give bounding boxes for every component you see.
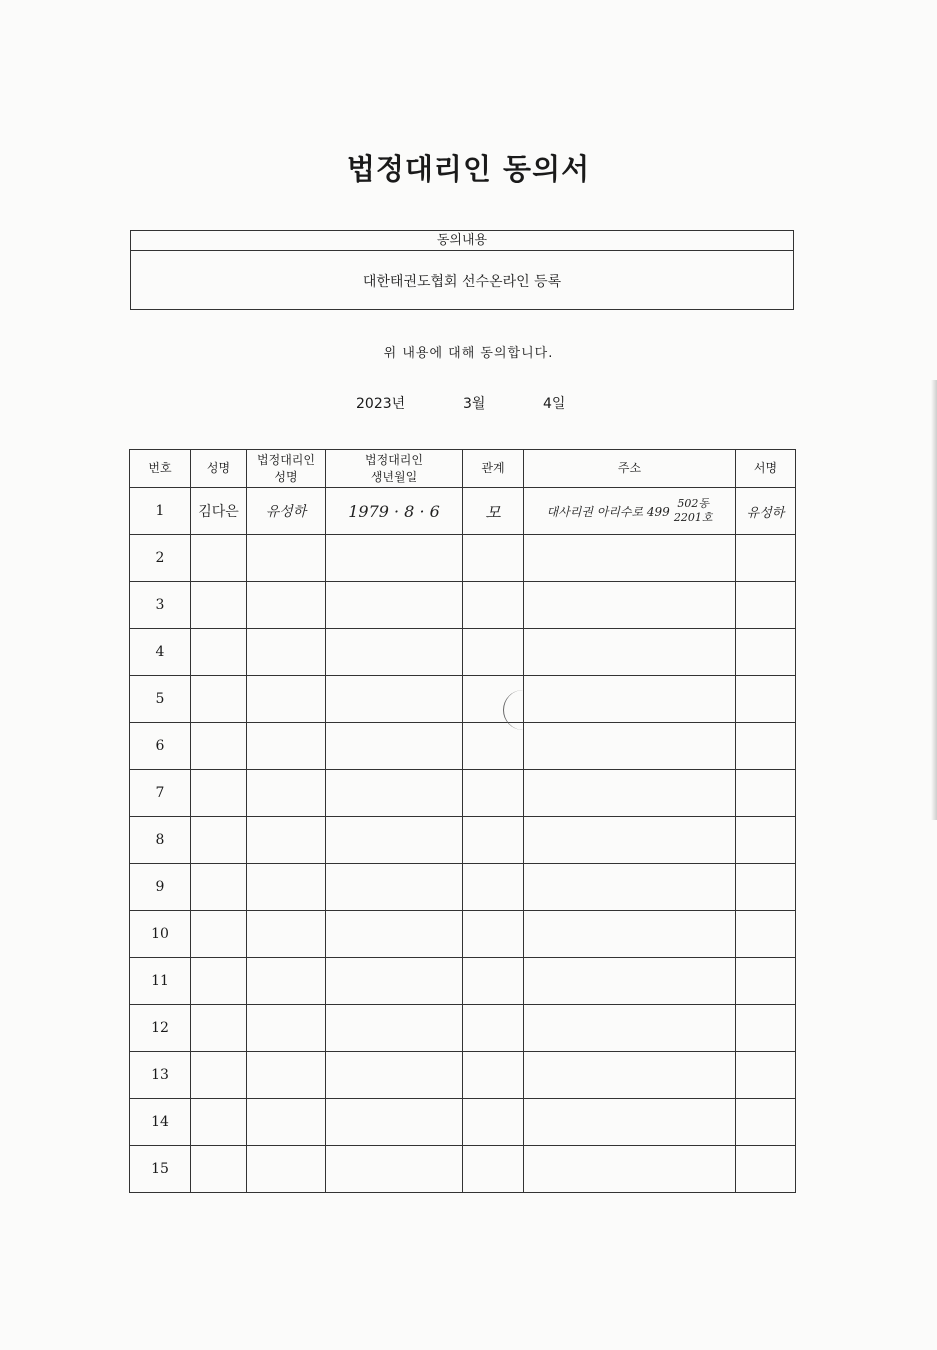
empty-cell bbox=[191, 864, 247, 911]
empty-cell bbox=[247, 723, 326, 770]
consent-header: 동의내용 bbox=[131, 231, 793, 251]
address-main: 대사리권 아리수로 499 bbox=[546, 504, 670, 519]
table-row bbox=[130, 1052, 796, 1099]
empty-cell bbox=[247, 1099, 326, 1146]
empty-cell bbox=[191, 629, 247, 676]
empty-cell bbox=[736, 864, 796, 911]
empty-cell bbox=[736, 817, 796, 864]
header-address: 주소 bbox=[524, 450, 736, 488]
empty-cell bbox=[524, 582, 736, 629]
row-number: 2 bbox=[130, 535, 191, 582]
empty-cell bbox=[524, 1099, 736, 1146]
row-number: 8 bbox=[130, 817, 191, 864]
empty-cell bbox=[736, 629, 796, 676]
empty-cell bbox=[524, 629, 736, 676]
empty-cell bbox=[191, 911, 247, 958]
header-number: 번호 bbox=[130, 450, 191, 488]
empty-cell bbox=[736, 1146, 796, 1193]
empty-cell bbox=[326, 770, 463, 817]
table-row bbox=[130, 723, 796, 770]
student-name: 김다은 bbox=[191, 488, 247, 535]
empty-cell bbox=[191, 1052, 247, 1099]
page-edge-shadow bbox=[931, 380, 937, 820]
table-row bbox=[130, 1146, 796, 1193]
empty-cell bbox=[736, 1005, 796, 1052]
empty-cell bbox=[326, 535, 463, 582]
address-wrap bbox=[524, 497, 735, 525]
table-row bbox=[130, 817, 796, 864]
empty-cell bbox=[326, 1146, 463, 1193]
empty-cell bbox=[463, 911, 524, 958]
header-guardian-birth-line1: 법정대리인 bbox=[365, 452, 423, 467]
empty-cell bbox=[463, 817, 524, 864]
agree-statement: 위 내용에 대해 동의합니다. bbox=[383, 346, 554, 361]
address-unit-room: 2201호 bbox=[673, 511, 713, 524]
empty-cell bbox=[463, 723, 524, 770]
empty-cell bbox=[463, 535, 524, 582]
empty-cell bbox=[191, 1005, 247, 1052]
guardian-birthdate: 1979 · 8 · 6 bbox=[326, 488, 463, 535]
guardian-relation: 모 bbox=[463, 488, 524, 535]
empty-cell bbox=[191, 770, 247, 817]
row-number: 10 bbox=[130, 911, 191, 958]
document-title: 법정대리인 동의서 bbox=[346, 152, 591, 186]
empty-cell bbox=[736, 911, 796, 958]
empty-cell bbox=[247, 1005, 326, 1052]
empty-cell bbox=[247, 582, 326, 629]
empty-cell bbox=[191, 676, 247, 723]
empty-cell bbox=[326, 676, 463, 723]
empty-cell bbox=[463, 770, 524, 817]
date-month: 3월 bbox=[463, 396, 486, 412]
row-number: 15 bbox=[130, 1146, 191, 1193]
consent-box bbox=[130, 230, 794, 310]
empty-cell bbox=[524, 911, 736, 958]
empty-cell bbox=[247, 629, 326, 676]
table-row bbox=[130, 770, 796, 817]
empty-cell bbox=[247, 958, 326, 1005]
table-row bbox=[130, 1005, 796, 1052]
empty-cell bbox=[191, 958, 247, 1005]
row-number: 11 bbox=[130, 958, 191, 1005]
empty-cell bbox=[736, 770, 796, 817]
row-number: 14 bbox=[130, 1099, 191, 1146]
empty-cell bbox=[326, 864, 463, 911]
row-number: 1 bbox=[130, 488, 191, 535]
empty-cell bbox=[191, 535, 247, 582]
empty-cell bbox=[463, 582, 524, 629]
empty-cell bbox=[247, 864, 326, 911]
empty-cell bbox=[463, 1052, 524, 1099]
empty-cell bbox=[191, 817, 247, 864]
header-guardian-name-line2: 성명 bbox=[274, 469, 298, 484]
empty-cell bbox=[326, 582, 463, 629]
empty-cell bbox=[326, 1005, 463, 1052]
empty-cell bbox=[326, 817, 463, 864]
empty-cell bbox=[191, 582, 247, 629]
header-relation: 관계 bbox=[463, 450, 524, 488]
table-row bbox=[130, 911, 796, 958]
header-guardian-birth bbox=[326, 450, 463, 488]
empty-cell bbox=[247, 535, 326, 582]
empty-cell bbox=[247, 770, 326, 817]
table-header-row bbox=[130, 450, 796, 488]
empty-cell bbox=[191, 1146, 247, 1193]
empty-cell bbox=[247, 911, 326, 958]
empty-cell bbox=[463, 629, 524, 676]
empty-cell bbox=[524, 723, 736, 770]
empty-cell bbox=[524, 1146, 736, 1193]
empty-cell bbox=[524, 817, 736, 864]
empty-cell bbox=[247, 676, 326, 723]
guardian-signature: 유성하 bbox=[736, 488, 796, 535]
empty-cell bbox=[524, 676, 736, 723]
row-number: 4 bbox=[130, 629, 191, 676]
empty-cell bbox=[736, 958, 796, 1005]
guardian-table bbox=[129, 449, 796, 1193]
empty-cell bbox=[736, 1052, 796, 1099]
empty-cell bbox=[524, 864, 736, 911]
table-row bbox=[130, 488, 796, 535]
empty-cell bbox=[524, 1052, 736, 1099]
empty-cell bbox=[191, 1099, 247, 1146]
empty-cell bbox=[326, 911, 463, 958]
empty-cell bbox=[326, 1099, 463, 1146]
empty-cell bbox=[463, 1146, 524, 1193]
table-row bbox=[130, 958, 796, 1005]
row-number: 3 bbox=[130, 582, 191, 629]
header-name: 성명 bbox=[191, 450, 247, 488]
empty-cell bbox=[524, 535, 736, 582]
date-year: 2023년 bbox=[356, 396, 406, 412]
table-row bbox=[130, 864, 796, 911]
consent-content: 대한태권도협회 선수온라인 등록 bbox=[362, 274, 562, 290]
address-unit bbox=[674, 497, 713, 525]
table-row bbox=[130, 676, 796, 723]
empty-cell bbox=[247, 817, 326, 864]
empty-cell bbox=[191, 723, 247, 770]
header-signature: 서명 bbox=[736, 450, 796, 488]
row-number: 5 bbox=[130, 676, 191, 723]
table-row bbox=[130, 582, 796, 629]
empty-cell bbox=[736, 676, 796, 723]
empty-cell bbox=[736, 535, 796, 582]
guardian-address bbox=[524, 488, 736, 535]
empty-cell bbox=[524, 1005, 736, 1052]
empty-cell bbox=[736, 723, 796, 770]
guardian-name: 유성하 bbox=[247, 488, 326, 535]
row-number: 7 bbox=[130, 770, 191, 817]
empty-cell bbox=[326, 629, 463, 676]
row-number: 9 bbox=[130, 864, 191, 911]
header-guardian-name bbox=[247, 450, 326, 488]
header-guardian-name-line1: 법정대리인 bbox=[257, 452, 315, 467]
empty-cell bbox=[463, 958, 524, 1005]
header-guardian-birth-line2: 생년월일 bbox=[370, 469, 418, 484]
table-row bbox=[130, 1099, 796, 1146]
row-number: 12 bbox=[130, 1005, 191, 1052]
table-row bbox=[130, 629, 796, 676]
empty-cell bbox=[326, 1052, 463, 1099]
empty-cell bbox=[463, 1005, 524, 1052]
empty-cell bbox=[326, 958, 463, 1005]
empty-cell bbox=[736, 1099, 796, 1146]
row-number: 13 bbox=[130, 1052, 191, 1099]
empty-cell bbox=[463, 1099, 524, 1146]
empty-cell bbox=[247, 1146, 326, 1193]
empty-cell bbox=[736, 582, 796, 629]
empty-cell bbox=[326, 723, 463, 770]
empty-cell bbox=[524, 770, 736, 817]
date-day: 4일 bbox=[543, 396, 566, 412]
empty-cell bbox=[463, 864, 524, 911]
empty-cell bbox=[524, 958, 736, 1005]
row-number: 6 bbox=[130, 723, 191, 770]
address-unit-building: 502동 bbox=[677, 497, 709, 510]
table-row bbox=[130, 535, 796, 582]
empty-cell bbox=[247, 1052, 326, 1099]
